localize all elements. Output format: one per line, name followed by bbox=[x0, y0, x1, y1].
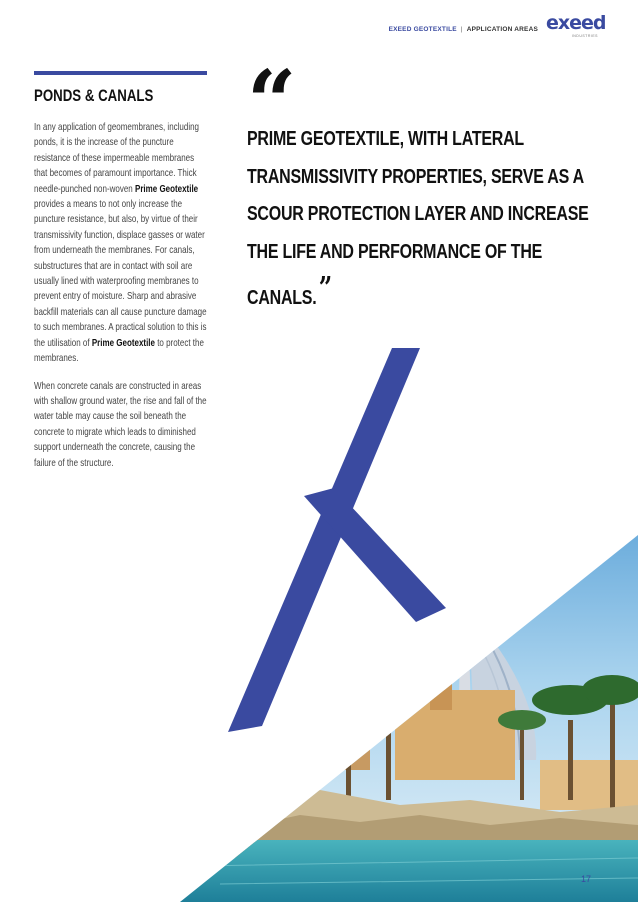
quote-open-icon: “ bbox=[247, 52, 297, 153]
logo-wordmark: exeed bbox=[546, 12, 606, 34]
breadcrumb-section: APPLICATION AREAS bbox=[466, 26, 538, 33]
breadcrumb-brand: EXEED GEOTEXTILE bbox=[388, 26, 457, 33]
section-rule bbox=[34, 71, 207, 75]
quote-close-icon: ” bbox=[318, 271, 333, 306]
paragraph-text: to protect the membranes. bbox=[34, 337, 204, 365]
paragraph-text: In any application of geomembranes, including ponds, it is the increase of the puncture resistance of these impermeable membranes that becomes of paramount importance. Thick needle-punched non-woven bbox=[34, 122, 200, 195]
section-title: PONDS & CANALS bbox=[34, 86, 154, 105]
body-paragraph-2: When concrete canals are constructed in areas with shallow ground water, the rise and fall of the water table may cause the soil beneath the concrete to migrate which leads to diminished support underneath the concrete, causing the failure of the structure. bbox=[34, 380, 207, 469]
body-paragraph-1 bbox=[34, 120, 207, 367]
pull-quote bbox=[247, 120, 598, 317]
body-text bbox=[34, 120, 207, 483]
product-name-bold: Prime Geotextile bbox=[91, 337, 155, 349]
header-breadcrumb bbox=[389, 26, 538, 33]
exeed-logo bbox=[546, 12, 606, 44]
breadcrumb-separator: | bbox=[460, 26, 463, 33]
x-shape-graphic bbox=[228, 348, 446, 732]
pull-quote-text: PRIME GEOTEXTILE, WITH LATERAL TRANSMISSIVITY PROPERTIES, SERVE AS A SCOUR PROTECTION LAYER AND INCREASE THE LIFE AND PERFORMANCE OF THE CANALS. bbox=[247, 127, 589, 309]
product-name-bold: Prime Geotextile bbox=[134, 183, 199, 195]
page-number: 17 bbox=[581, 874, 592, 884]
paragraph-text: provides a means to not only increase the puncture resistance, but also, by virtue of their transmissivity function, displace gasses or water from underneath the membranes. For canals, substructures that are in contact with soil are usually lined with waterproofing membranes to prevent entry of moisture. Sharp and abrasive backfill materials can all cause puncture damage to such membranes. A practical solution to this is the utilisation of bbox=[34, 199, 207, 349]
logo-subtitle: INDUSTRIES bbox=[571, 34, 598, 38]
